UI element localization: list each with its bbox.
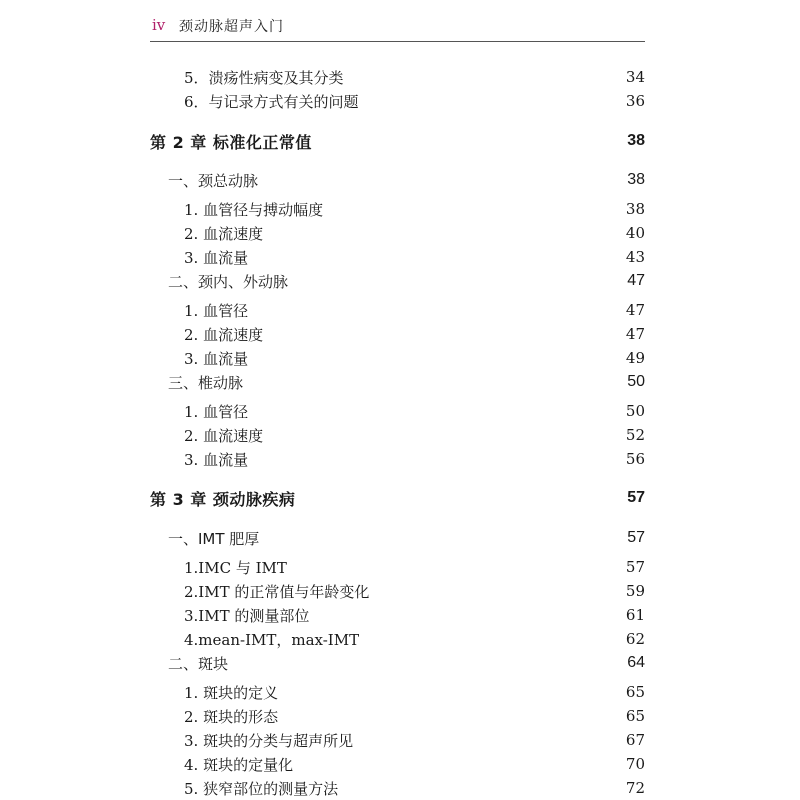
- toc-entry-page: 49: [625, 349, 645, 367]
- toc-section-page: 64: [627, 654, 645, 671]
- toc-entry-page: 47: [625, 325, 645, 343]
- toc-entry-title: 6．与记录方式有关的问题: [184, 92, 359, 111]
- toc-section-page: 50: [627, 373, 645, 390]
- toc-entry-title: 5. 狭窄部位的测量方法: [184, 779, 339, 798]
- toc-entry: [150, 221, 645, 245]
- toc-entry: [150, 579, 645, 603]
- toc-entry-page: 61: [625, 606, 645, 624]
- toc-entry: [150, 346, 645, 370]
- toc-entry: [150, 298, 645, 322]
- toc-entry: [150, 728, 645, 752]
- toc-section-page: 57: [627, 529, 645, 546]
- toc-entry-page: 40: [625, 224, 645, 242]
- header-book-title: 颈动脉超声入门: [179, 19, 284, 35]
- toc-entry-page: 43: [625, 248, 645, 266]
- toc-entry-page: 38: [625, 200, 645, 218]
- toc-entry: [150, 680, 645, 704]
- toc-entry: [150, 423, 645, 447]
- toc-entry-title: 3. 斑块的分类与超声所见: [184, 731, 354, 750]
- toc-entry: [150, 603, 645, 627]
- toc-entry-title: 3.IMT 的测量部位: [184, 606, 310, 625]
- toc-chapter: [150, 129, 645, 153]
- toc-section: [150, 370, 645, 394]
- toc-section: [150, 526, 645, 550]
- running-header: [150, 13, 645, 43]
- toc-chapter-title: 第 3 章 颈动脉疾病: [150, 489, 296, 509]
- toc-entry-page: 56: [625, 450, 645, 468]
- toc-entry: [150, 89, 645, 113]
- toc-section: [150, 269, 645, 293]
- toc-entry: [150, 447, 645, 471]
- toc-section: [150, 168, 645, 192]
- toc-section-page: 47: [627, 272, 645, 289]
- toc-entry-title: 2. 斑块的形态: [184, 707, 279, 726]
- toc-entry-title: 1. 血管径与搏动幅度: [184, 200, 324, 219]
- toc-entry-page: 62: [625, 630, 645, 648]
- toc-section-title: 一、颈总动脉: [168, 171, 259, 190]
- toc-entry: [150, 245, 645, 269]
- toc-entry: [150, 65, 645, 89]
- toc-entry-title: 3. 血流量: [184, 248, 249, 267]
- header-page-number: iv: [152, 16, 166, 34]
- toc-chapter-title: 第 2 章 标准化正常值: [150, 132, 312, 152]
- toc-chapter-page: 38: [627, 132, 645, 149]
- toc-entry-title: 1. 斑块的定义: [184, 683, 279, 702]
- toc-entry-title: 2.IMT 的正常值与年龄变化: [184, 582, 370, 601]
- toc-entry-page: 65: [625, 683, 645, 701]
- toc-entry-page: 57: [625, 558, 645, 576]
- toc-entry-title: 2. 血流速度: [184, 224, 264, 243]
- toc-entry-title: 3. 血流量: [184, 450, 249, 469]
- toc-section-title: 一、IMT 肥厚: [168, 529, 260, 548]
- toc-entry-page: 59: [625, 582, 645, 600]
- toc-entry-title: 1. 血管径: [184, 301, 249, 320]
- toc-entry-page: 36: [625, 92, 645, 110]
- toc-section-title: 二、斑块: [168, 654, 229, 673]
- header-divider: [150, 41, 645, 42]
- toc-entry-page: 50: [625, 402, 645, 420]
- toc-chapter-page: 57: [627, 489, 645, 506]
- toc-entry: [150, 627, 645, 651]
- toc-entry-title: 1. 血管径: [184, 402, 249, 421]
- toc-section: [150, 651, 645, 675]
- toc-entry-page: 34: [625, 68, 645, 86]
- toc-entry-page: 72: [625, 779, 645, 797]
- toc-section-title: 二、颈内、外动脉: [168, 272, 289, 291]
- toc-section-page: 38: [627, 171, 645, 188]
- toc-entry-title: 2. 血流速度: [184, 325, 264, 344]
- toc-entry: [150, 752, 645, 776]
- toc-entry: [150, 322, 645, 346]
- toc-entry-page: 67: [625, 731, 645, 749]
- toc-entry: [150, 197, 645, 221]
- toc-entry: [150, 555, 645, 579]
- toc-section-title: 三、椎动脉: [168, 373, 244, 392]
- toc-entry-title: 2. 血流速度: [184, 426, 264, 445]
- toc-entry-title: 4. 斑块的定量化: [184, 755, 294, 774]
- toc-chapter: [150, 486, 645, 510]
- toc-entry-page: 47: [625, 301, 645, 319]
- toc-entry-title: 1.IMC 与 IMT: [184, 558, 287, 577]
- toc-entry-title: 3. 血流量: [184, 349, 249, 368]
- toc-entry-page: 65: [625, 707, 645, 725]
- toc-entry: [150, 704, 645, 728]
- toc-entry-page: 52: [625, 426, 645, 444]
- toc-entry: [150, 399, 645, 423]
- toc-entry: [150, 776, 645, 800]
- toc-entry-title: 4.mean-IMT，max-IMT: [184, 630, 360, 649]
- toc-entry-page: 70: [625, 755, 645, 773]
- toc-entry-title: 5．溃疡性病变及其分类: [184, 68, 344, 87]
